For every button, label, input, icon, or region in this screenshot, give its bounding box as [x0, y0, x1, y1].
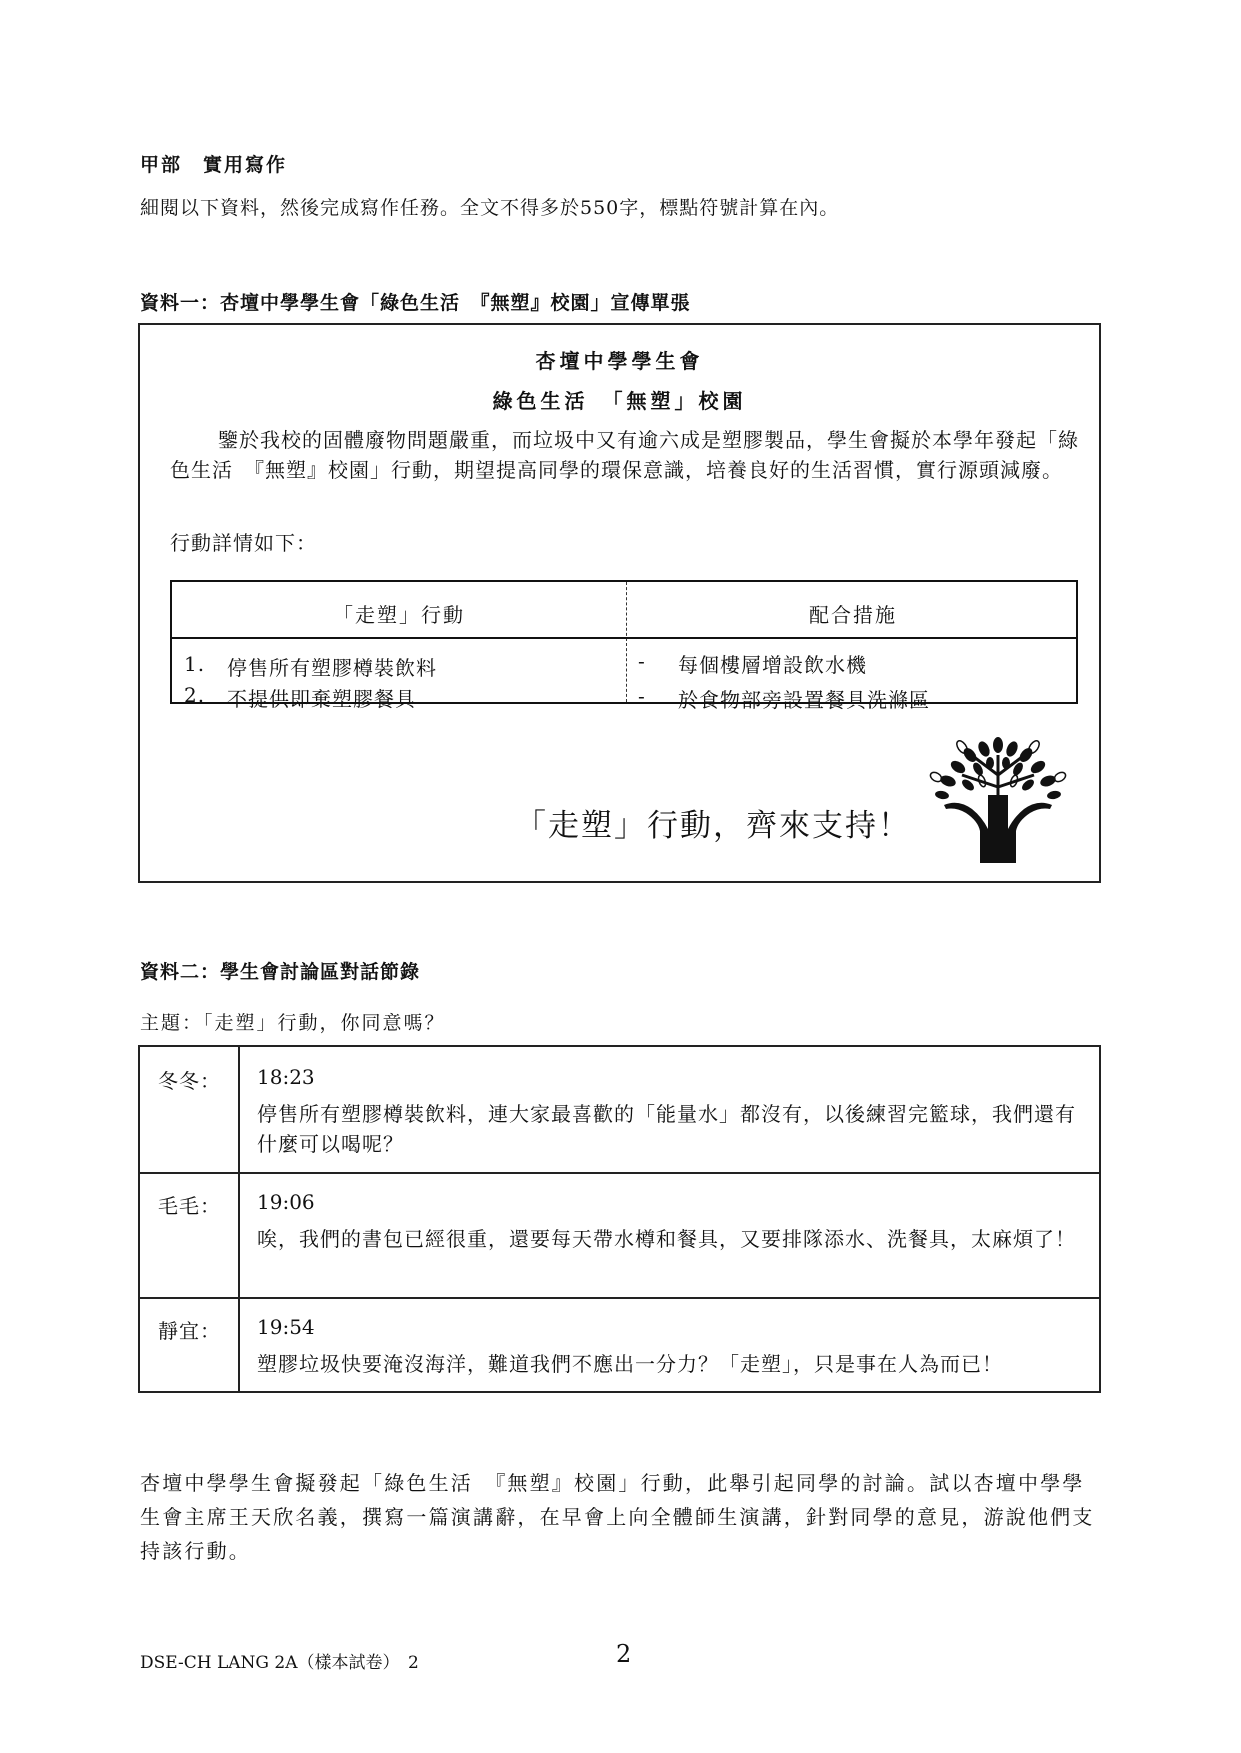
post-time: 19:06 [257, 1190, 315, 1214]
instructions: 細閱以下資料，然後完成寫作任務。全文不得多於550字，標點符號計算在內。 [140, 197, 840, 219]
post-message: 塑膠垃圾快要淹沒海洋，難道我們不應出一分力？「走塑」，只是事在人為而已！ [257, 1352, 1003, 1376]
action-num-1: 1. [184, 652, 206, 676]
table-header-actions: 「走塑」行動 [333, 603, 465, 627]
action-item-1: 停售所有塑膠樽裝飲料 [227, 656, 437, 680]
flyer-organization: 杏壇中學學生會 [535, 349, 704, 373]
poster-name: 冬冬： [158, 1069, 221, 1093]
action-num-2: 2. [184, 683, 206, 707]
poster-name: 毛毛： [158, 1194, 221, 1218]
flyer-slogan: 「走塑」行動，齊來支持！ [515, 808, 911, 844]
flyer-intro: 行動詳情如下： [170, 531, 317, 555]
measure-item-2: 於食物部旁設置餐具洗滌區 [678, 688, 930, 712]
flyer-campaign-name: 綠色生活 「無塑」校園 [492, 389, 747, 413]
discussion-topic: 主題：「走塑」行動，你同意嗎？ [140, 1012, 446, 1034]
post-message: 唉，我們的書包已經很重，還要每天帶水樽和餐具，又要排隊添水、洗餐具，太麻煩了！ [257, 1227, 1076, 1251]
measure-item-1: 每個樓層增設飲水機 [678, 653, 867, 677]
post-time: 18:23 [257, 1065, 315, 1089]
flyer-body: 鑒於我校的固體廢物問題嚴重，而垃圾中又有逾六成是塑膠製品，學生會擬於本學年發起「綠色生活 『無塑』校園」行動，期望提高同學的環保意識，培養良好的生活習慣，實行源頭減廢。 [170, 428, 1079, 482]
discussion-table [138, 1045, 1101, 1393]
tree-hands-icon [918, 735, 1078, 865]
page-number: 2 [616, 1640, 632, 1668]
writing-task: 杏壇中學學生會擬發起「綠色生活 『無塑』校園」行動，此舉引起同學的討論。試以杏壇中學學生會主席王天欣名義，撰寫一篇演講辭，在早會上向全體師生演講，針對同學的意見，游說他們支持該行動。 [140, 1471, 1095, 1563]
section-title: 甲部 實用寫作 [140, 154, 288, 176]
post-time: 19:54 [257, 1315, 315, 1339]
post-message: 停售所有塑膠樽裝飲料，連大家最喜歡的「能量水」都沒有，以後練習完籃球，我們還有什麼可以喝呢？ [257, 1102, 1076, 1156]
row-divider [140, 1297, 1099, 1299]
table-divider [238, 1047, 240, 1391]
poster-name: 靜宜： [158, 1319, 221, 1343]
action-item-2: 不提供即棄塑膠餐具 [227, 687, 416, 711]
material-1-title: 資料一：杏壇中學學生會「綠色生活 『無塑』校園」宣傳單張 [140, 292, 691, 314]
material-2-title: 資料二：學生會討論區對話節錄 [140, 961, 421, 983]
row-divider [140, 1172, 1099, 1174]
measure-bullet-1: - [638, 649, 646, 673]
flyer-box [138, 323, 1101, 883]
action-table [170, 580, 1078, 712]
table-header-measures: 配合措施 [809, 603, 897, 627]
measure-bullet-2: - [638, 684, 646, 708]
footer-code: DSE-CH LANG 2A（樣本試卷） 2 [140, 1653, 419, 1673]
table-header-line [172, 637, 1076, 639]
